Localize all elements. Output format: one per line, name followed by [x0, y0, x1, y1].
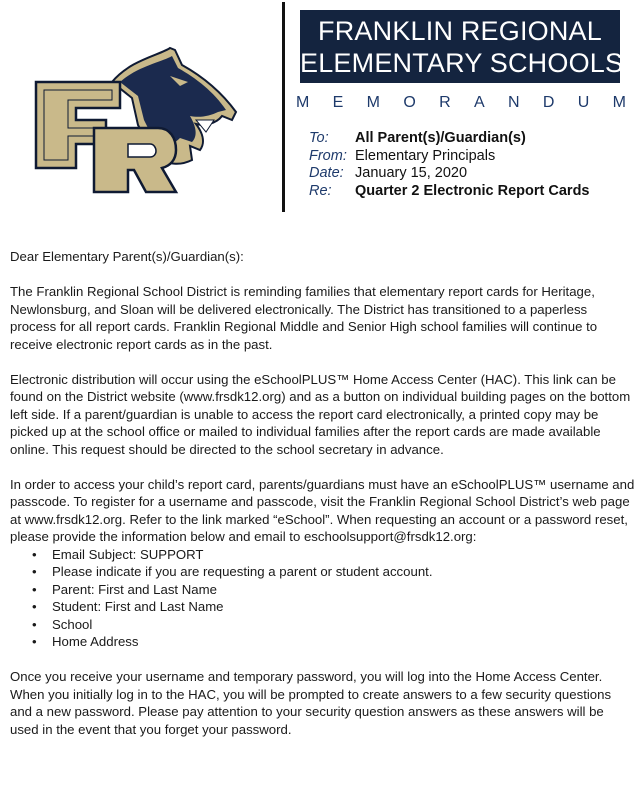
list-item: • Parent: First and Last Name [52, 581, 635, 599]
memo-letter: D [542, 94, 555, 111]
required-info-list [10, 546, 635, 651]
memo-fields [309, 130, 590, 200]
memo-letter: E [332, 94, 344, 111]
fr-panther-logo-icon [20, 20, 250, 200]
field-value: January 15, 2020 [355, 165, 468, 181]
paragraph: Electronic distribution will occur using the eSchoolPLUS™ Home Access Center (HAC). This link can be found on the District website (www.frsdk12.org) and as a button on individual building pages on the bottom left side. If a parent/guardian is unable to access the report card electronically, a printed copy may be picked up at the school office or mailed to individual families after the report cards are made available online. This request should be directed to the school secretary in advance. [10, 371, 631, 457]
letter-body [10, 248, 635, 756]
memo-field-re [309, 183, 590, 201]
list-item: • Home Address [52, 633, 635, 651]
memo-field-from [309, 148, 590, 166]
memo-letter: M [296, 94, 310, 111]
paragraph: In order to access your child’s report card, parents/guardians must have an eSchoolPLUS™ username and passcode. To register for a username and passcode, visit the Franklin Regional School District’s web page at www.frsdk12.org. Refer to the link marked “eSchool”. When requesting an account or a password reset, please provide the information below and email to eschoolsupport@frsdk12.org: [10, 476, 635, 544]
field-value: All Parent(s)/Guardian(s) [355, 130, 526, 146]
list-item: • Please indicate if you are requesting a parent or student account. [52, 563, 635, 581]
list-item: • School [52, 616, 635, 634]
memorandum-heading [296, 94, 626, 112]
memo-letter: R [439, 94, 451, 111]
field-label: Date: [309, 165, 344, 181]
list-item: • Email Subject: SUPPORT [52, 546, 635, 564]
field-label: To: [309, 130, 329, 146]
field-value: Quarter 2 Electronic Report Cards [355, 182, 590, 199]
field-label: Re: [309, 182, 332, 199]
memo-letter: U [577, 94, 590, 111]
salutation: Dear Elementary Parent(s)/Guardian(s): [10, 249, 244, 264]
list-item: • Student: First and Last Name [52, 598, 635, 616]
title-line-1: FRANKLIN REGIONAL [318, 16, 602, 46]
paragraph: The Franklin Regional School District is reminding families that elementary report cards for Heritage, Newlonsburg, and Sloan will be delivered electronically. The District has transitioned to a paperless process for all report cards. Franklin Regional Middle and Senior High school families will continue to receive electronic report cards as in the past. [10, 284, 598, 352]
memo-letter: M [612, 94, 626, 111]
memo-field-date [309, 165, 590, 183]
memo-letter: M [366, 94, 380, 111]
field-label: From: [309, 147, 347, 164]
memo-field-to [309, 130, 590, 148]
memo-letter: A [473, 94, 485, 111]
district-title-banner [300, 10, 624, 83]
title-line-2: ELEMENTARY SCHOOLS [300, 48, 624, 78]
memo-letter: N [507, 94, 520, 111]
header-divider [282, 2, 285, 212]
field-value: Elementary Principals [355, 147, 496, 164]
memo-letter: O [403, 94, 416, 111]
closing-paragraph: Once you receive your username and temporary password, you will log into the Home Access Center. When you initially log in to the HAC, you will be prompted to create answers to a few security questions and a new password. Please pay attention to your security question answers as these answers will be used in the event that you forget your password. [10, 669, 612, 737]
